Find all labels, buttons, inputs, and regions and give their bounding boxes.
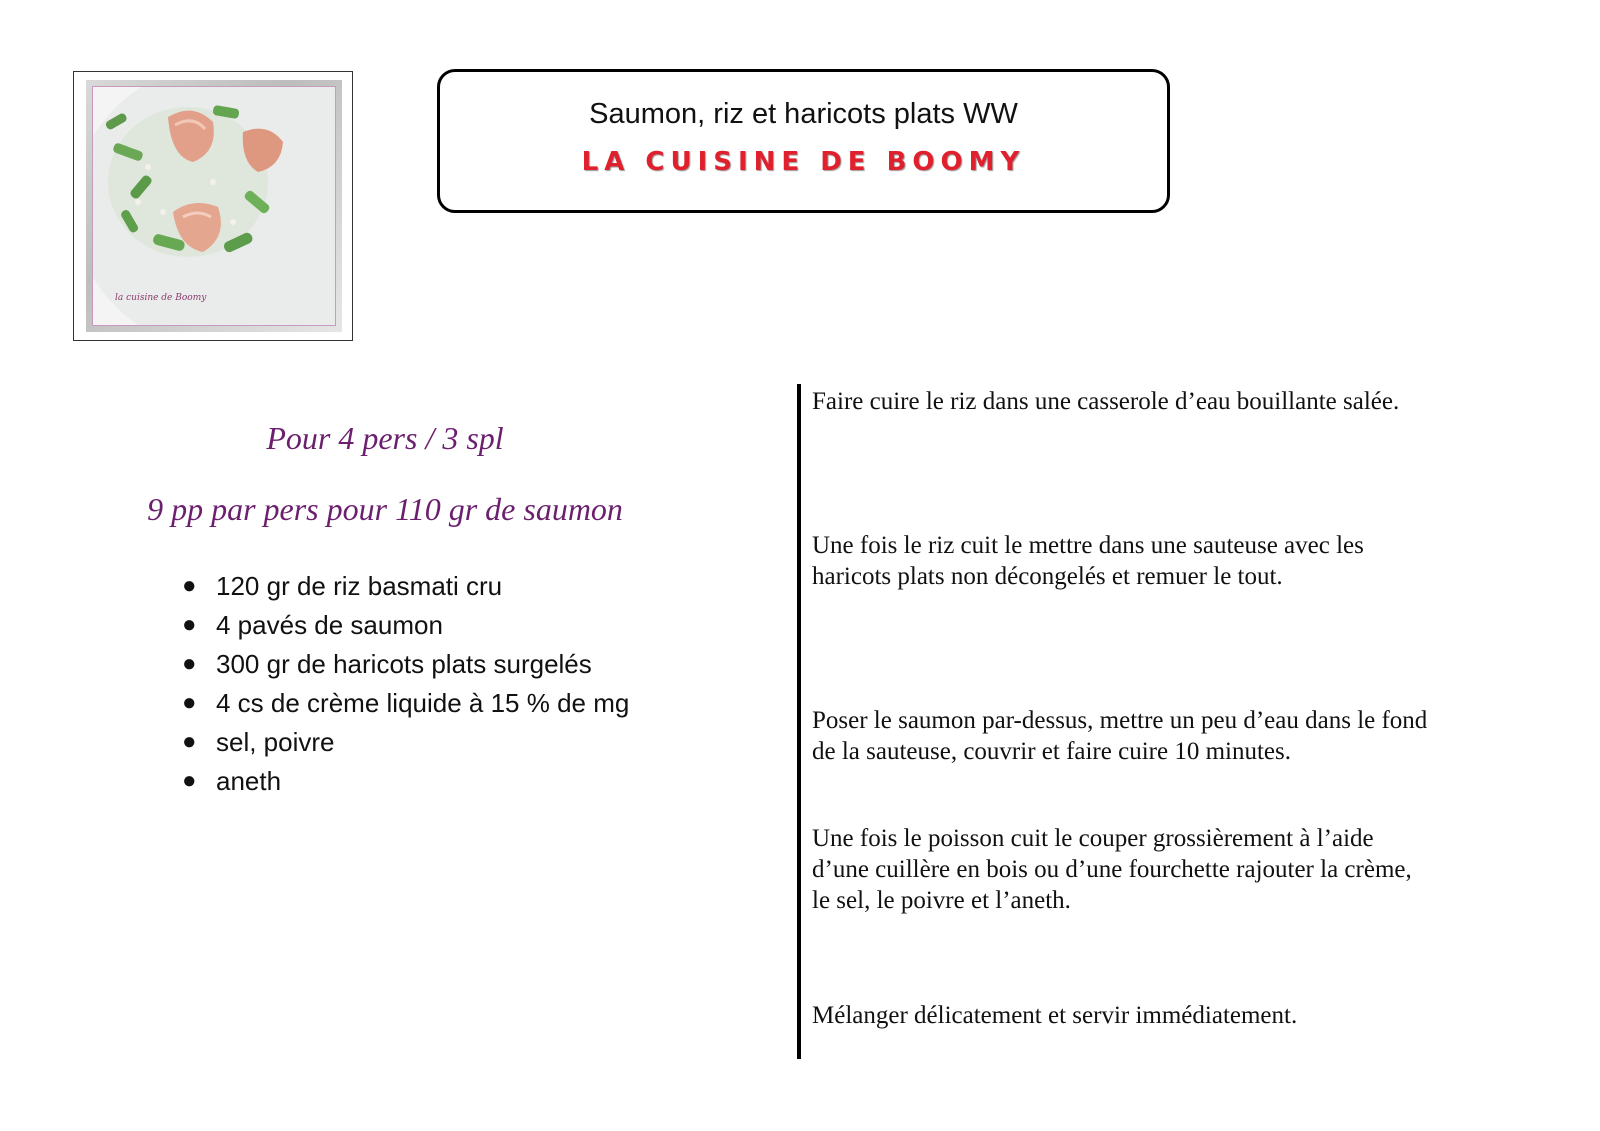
ingredient-item <box>182 610 629 649</box>
brand-name: LA CUISINE DE BOOMY <box>581 147 1026 177</box>
salmon-dish-illustration <box>93 87 335 325</box>
recipe-photo <box>92 86 336 326</box>
recipe-photo-border <box>86 80 342 332</box>
instruction-step-2: Une fois le riz cuit le mettre dans une sauteuse avec les haricots plats non décongelés et remuer le tout. <box>812 532 1364 590</box>
instruction-step-1: Faire cuire le riz dans une casserole d’eau bouillante salée. <box>812 388 1400 415</box>
ingredient-text: 4 cs de crème liquide à 15 % de mg <box>216 688 630 718</box>
ingredient-item <box>182 766 629 805</box>
ingredient-text: aneth <box>216 766 282 796</box>
bullet-icon: ● <box>182 572 197 599</box>
ingredient-text: sel, poivre <box>216 727 335 757</box>
bullet-icon: ● <box>182 689 197 716</box>
ingredient-text: 4 pavés de saumon <box>216 610 443 640</box>
recipe-photo-frame <box>73 71 353 341</box>
ingredient-text: 120 gr de riz basmati cru <box>216 571 503 601</box>
bullet-icon: ● <box>182 611 197 638</box>
recipe-title: Saumon, riz et haricots plats WW <box>589 98 1018 130</box>
ingredient-item <box>182 649 629 688</box>
servings-line: Pour 4 pers / 3 spl <box>266 420 504 456</box>
ingredient-text: 300 gr de haricots plats surgelés <box>216 649 592 679</box>
instruction-step-4: Une fois le poisson cuit le couper grossièrement à l’aide d’une cuillère en bois ou d’une fourchette rajouter la crème, le sel, le poivre et l’aneth. <box>812 825 1412 914</box>
bullet-icon: ● <box>182 728 197 755</box>
ingredient-item <box>182 688 629 727</box>
ingredient-item <box>182 571 629 610</box>
bullet-icon: ● <box>182 650 197 677</box>
title-box <box>437 69 1170 213</box>
photo-caption: la cuisine de Boomy <box>115 293 207 303</box>
instruction-step-5: Mélanger délicatement et servir immédiatement. <box>812 1002 1298 1029</box>
ingredient-list <box>182 571 629 805</box>
bullet-icon: ● <box>182 767 197 794</box>
instruction-step-3: Poser le saumon par-dessus, mettre un peu d’eau dans le fond de la sauteuse, couvrir et faire cuire 10 minutes. <box>812 707 1428 765</box>
points-line: 9 pp par pers pour 110 gr de saumon <box>147 491 623 527</box>
ingredient-item <box>182 727 629 766</box>
column-divider <box>797 384 801 1059</box>
